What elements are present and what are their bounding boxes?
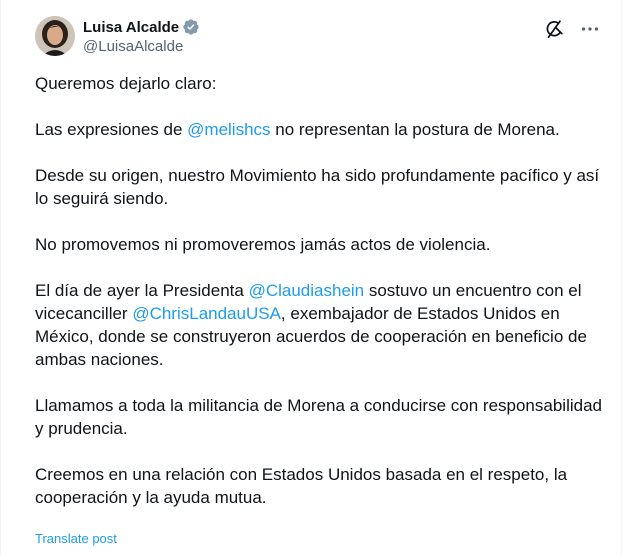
avatar-image: [35, 16, 75, 56]
tweet-header: [35, 16, 601, 60]
avatar[interactable]: [35, 16, 75, 56]
mention-link[interactable]: @melishcs: [187, 120, 271, 139]
text-segment: El día de ayer la Presidenta: [35, 281, 249, 300]
translate-post-link[interactable]: Translate post: [35, 531, 117, 546]
text-segment: no representan la postura de Morena.: [270, 120, 560, 139]
header-actions: [529, 18, 601, 40]
verified-badge-icon: [182, 18, 200, 36]
paragraph: [35, 118, 605, 141]
text-segment: Las expresiones de: [35, 120, 188, 139]
mention-link[interactable]: @Claudiashein: [248, 281, 365, 300]
more-options-icon[interactable]: [579, 18, 601, 40]
paragraph: [35, 279, 605, 371]
paragraph: No promovemos ni promoveremos jamás actos de violencia.: [35, 235, 491, 254]
mention-link[interactable]: @ChrisLandauUSA: [132, 304, 281, 323]
name-row: [83, 17, 200, 37]
author-block: [83, 17, 200, 55]
paragraph: Llamamos a toda la militancia de Morena a conducirse con responsabilidad y prudencia.: [35, 396, 602, 438]
grok-icon[interactable]: [543, 18, 565, 40]
paragraph: Creemos en una relación con Estados Unidos basada en el respeto, la cooperación y la ayuda mutua.: [35, 465, 568, 507]
text-segment: sostuvo un encuentro con el vicecanciller: [35, 281, 582, 323]
paragraph: Queremos dejarlo claro:: [35, 74, 217, 93]
tweet-text: [35, 72, 605, 509]
text-segment: , exembajador de Estados Unidos en México, donde se construyeron acuerdos de cooperación en beneficio de ambas naciones.: [35, 304, 587, 369]
paragraph: Desde su origen, nuestro Movimiento ha sido profundamente pacífico y así lo seguirá siendo.: [35, 166, 600, 208]
author-handle[interactable]: @LuisaAlcalde: [83, 38, 184, 55]
display-name[interactable]: Luisa Alcalde: [83, 18, 180, 36]
